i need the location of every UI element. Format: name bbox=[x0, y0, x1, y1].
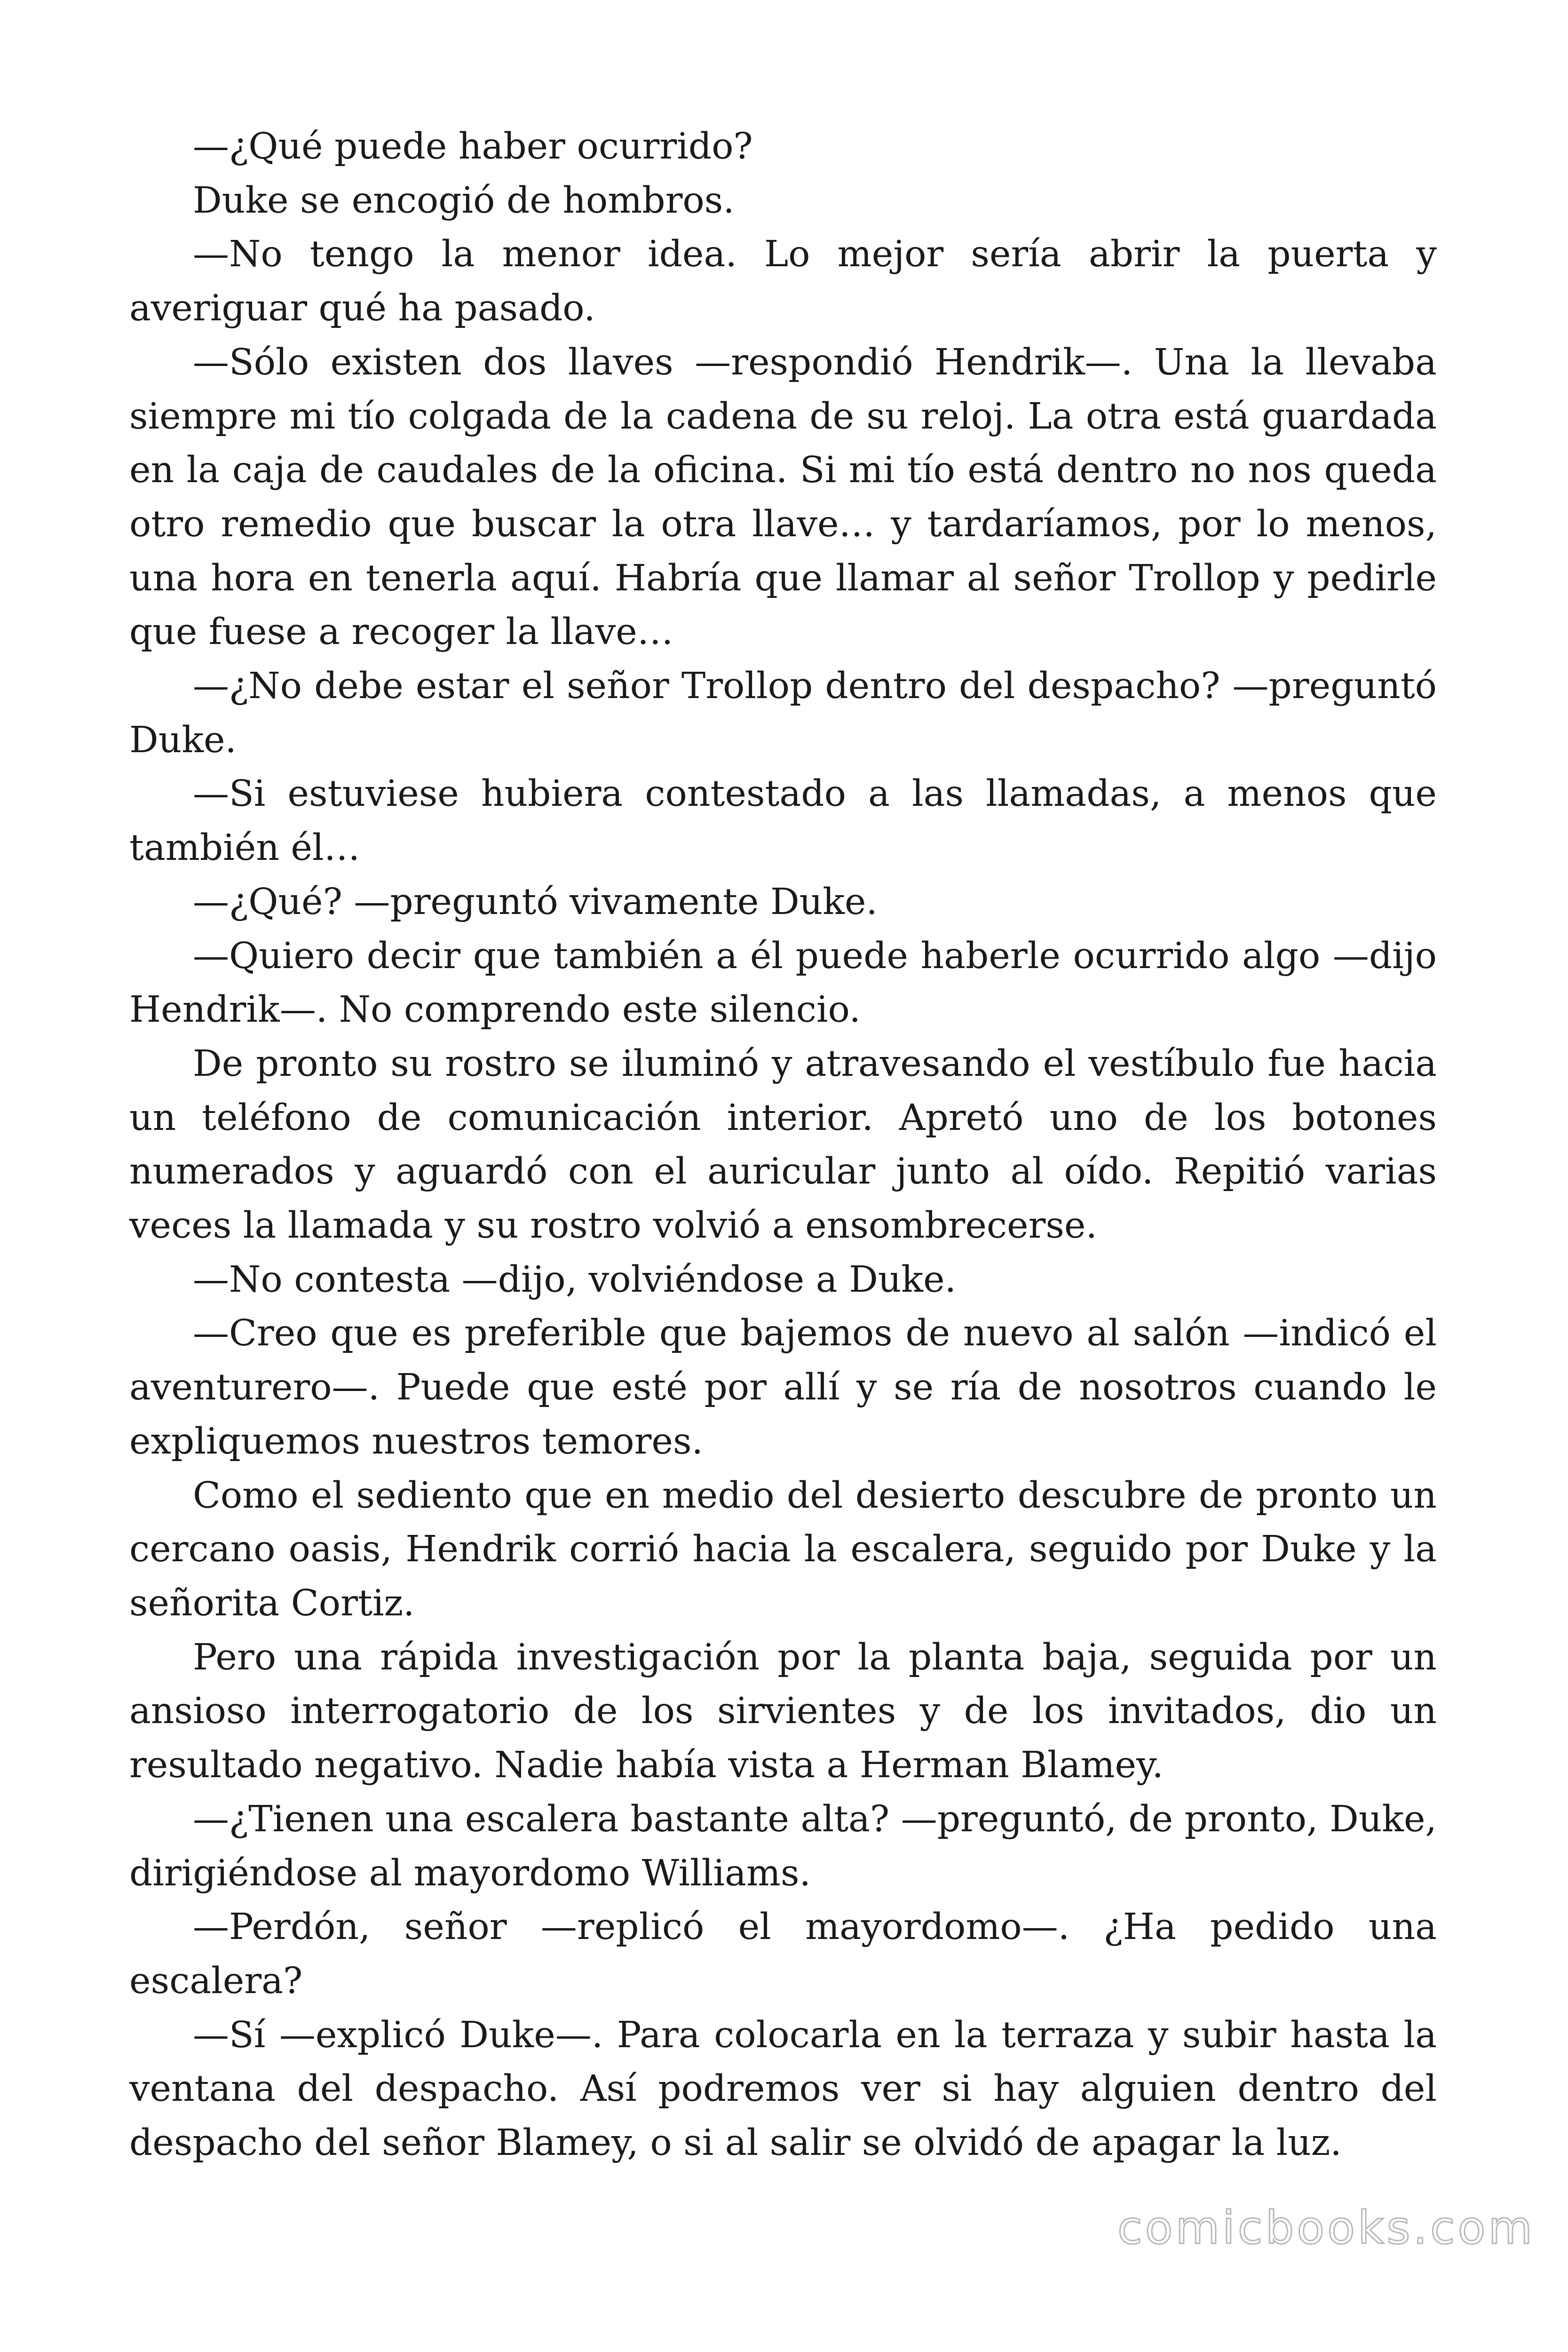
paragraph-16: —Sí —explicó Duke—. Para colocarla en la terraza y subir hasta la ventana del despacho. Así podremos ver si hay alguien dentro del despacho del señor Blamey, o si al salir se olvidó de apagar la luz. bbox=[129, 2014, 1437, 2164]
paragraph-9: De pronto su rostro se iluminó y atravesando el vestíbulo fue hacia un teléfono de comunicación interior. Apretó uno de los botones numerados y aguardó con el auricular junto al oído. Repitió varias veces la llamada y su rostro volvió a ensombrecerse. bbox=[129, 1042, 1437, 1247]
paragraph-3: —No tengo la menor idea. Lo mejor sería abrir la puerta y averiguar qué ha pasado. bbox=[129, 233, 1437, 330]
paragraph-10: —No contesta —dijo, volviéndose a Duke. bbox=[193, 1258, 957, 1301]
body-text bbox=[129, 120, 1437, 2170]
paragraph-12: Como el sediento que en medio del desierto descubre de pronto un cercano oasis, Hendrik corrió hacia la escalera, seguido por Duke y la señorita Cortiz. bbox=[129, 1474, 1437, 1624]
paragraph-8: —Quiero decir que también a él puede haberle ocurrido algo —dijo Hendrik—. No comprendo este silencio. bbox=[129, 935, 1437, 1031]
paragraph-1: —¿Qué puede haber ocurrido? bbox=[193, 126, 753, 167]
paragraph-5: —¿No debe estar el señor Trollop dentro del despacho? —preguntó Duke. bbox=[129, 665, 1437, 761]
paragraph-13: Pero una rápida investigación por la planta baja, seguida por un ansioso interrogatorio de los sirvientes y de los invitados, dio un resultado negativo. Nadie había vista a Herman Blamey. bbox=[129, 1636, 1437, 1787]
paragraph-4: —Sólo existen dos llaves —respondió Hendrik—. Una la llevaba siempre mi tío colgada de la cadena de su reloj. La otra está guardada en la caja de caudales de la oficina. Si mi tío está dentro no nos queda otro remedio que buscar la otra llave… y tardaríamos, por lo menos, una hora en tenerla aquí. Habría que llamar al señor Trollop y pedirle que fuese a recoger la llave… bbox=[129, 341, 1437, 653]
paragraph-14: —¿Tienen una escalera bastante alta? —preguntó, de pronto, Duke, dirigiéndose al mayordomo Williams. bbox=[129, 1798, 1437, 1894]
paragraph-11: —Creo que es preferible que bajemos de nuevo al salón —indicó el aventurero—. Puede que esté por allí y se ría de nosotros cuando le expliquemos nuestros temores. bbox=[129, 1312, 1437, 1462]
paragraph-7: —¿Qué? —preguntó vivamente Duke. bbox=[193, 881, 878, 923]
paragraph-2: Duke se encogió de hombros. bbox=[193, 179, 735, 222]
watermark: comicbooks.com bbox=[1117, 2201, 1535, 2254]
paragraph-15: —Perdón, señor —replicó el mayordomo—. ¿Ha pedido una escalera? bbox=[129, 1906, 1437, 2002]
paragraph-6: —Si estuviese hubiera contestado a las llamadas, a menos que también él… bbox=[129, 773, 1437, 869]
